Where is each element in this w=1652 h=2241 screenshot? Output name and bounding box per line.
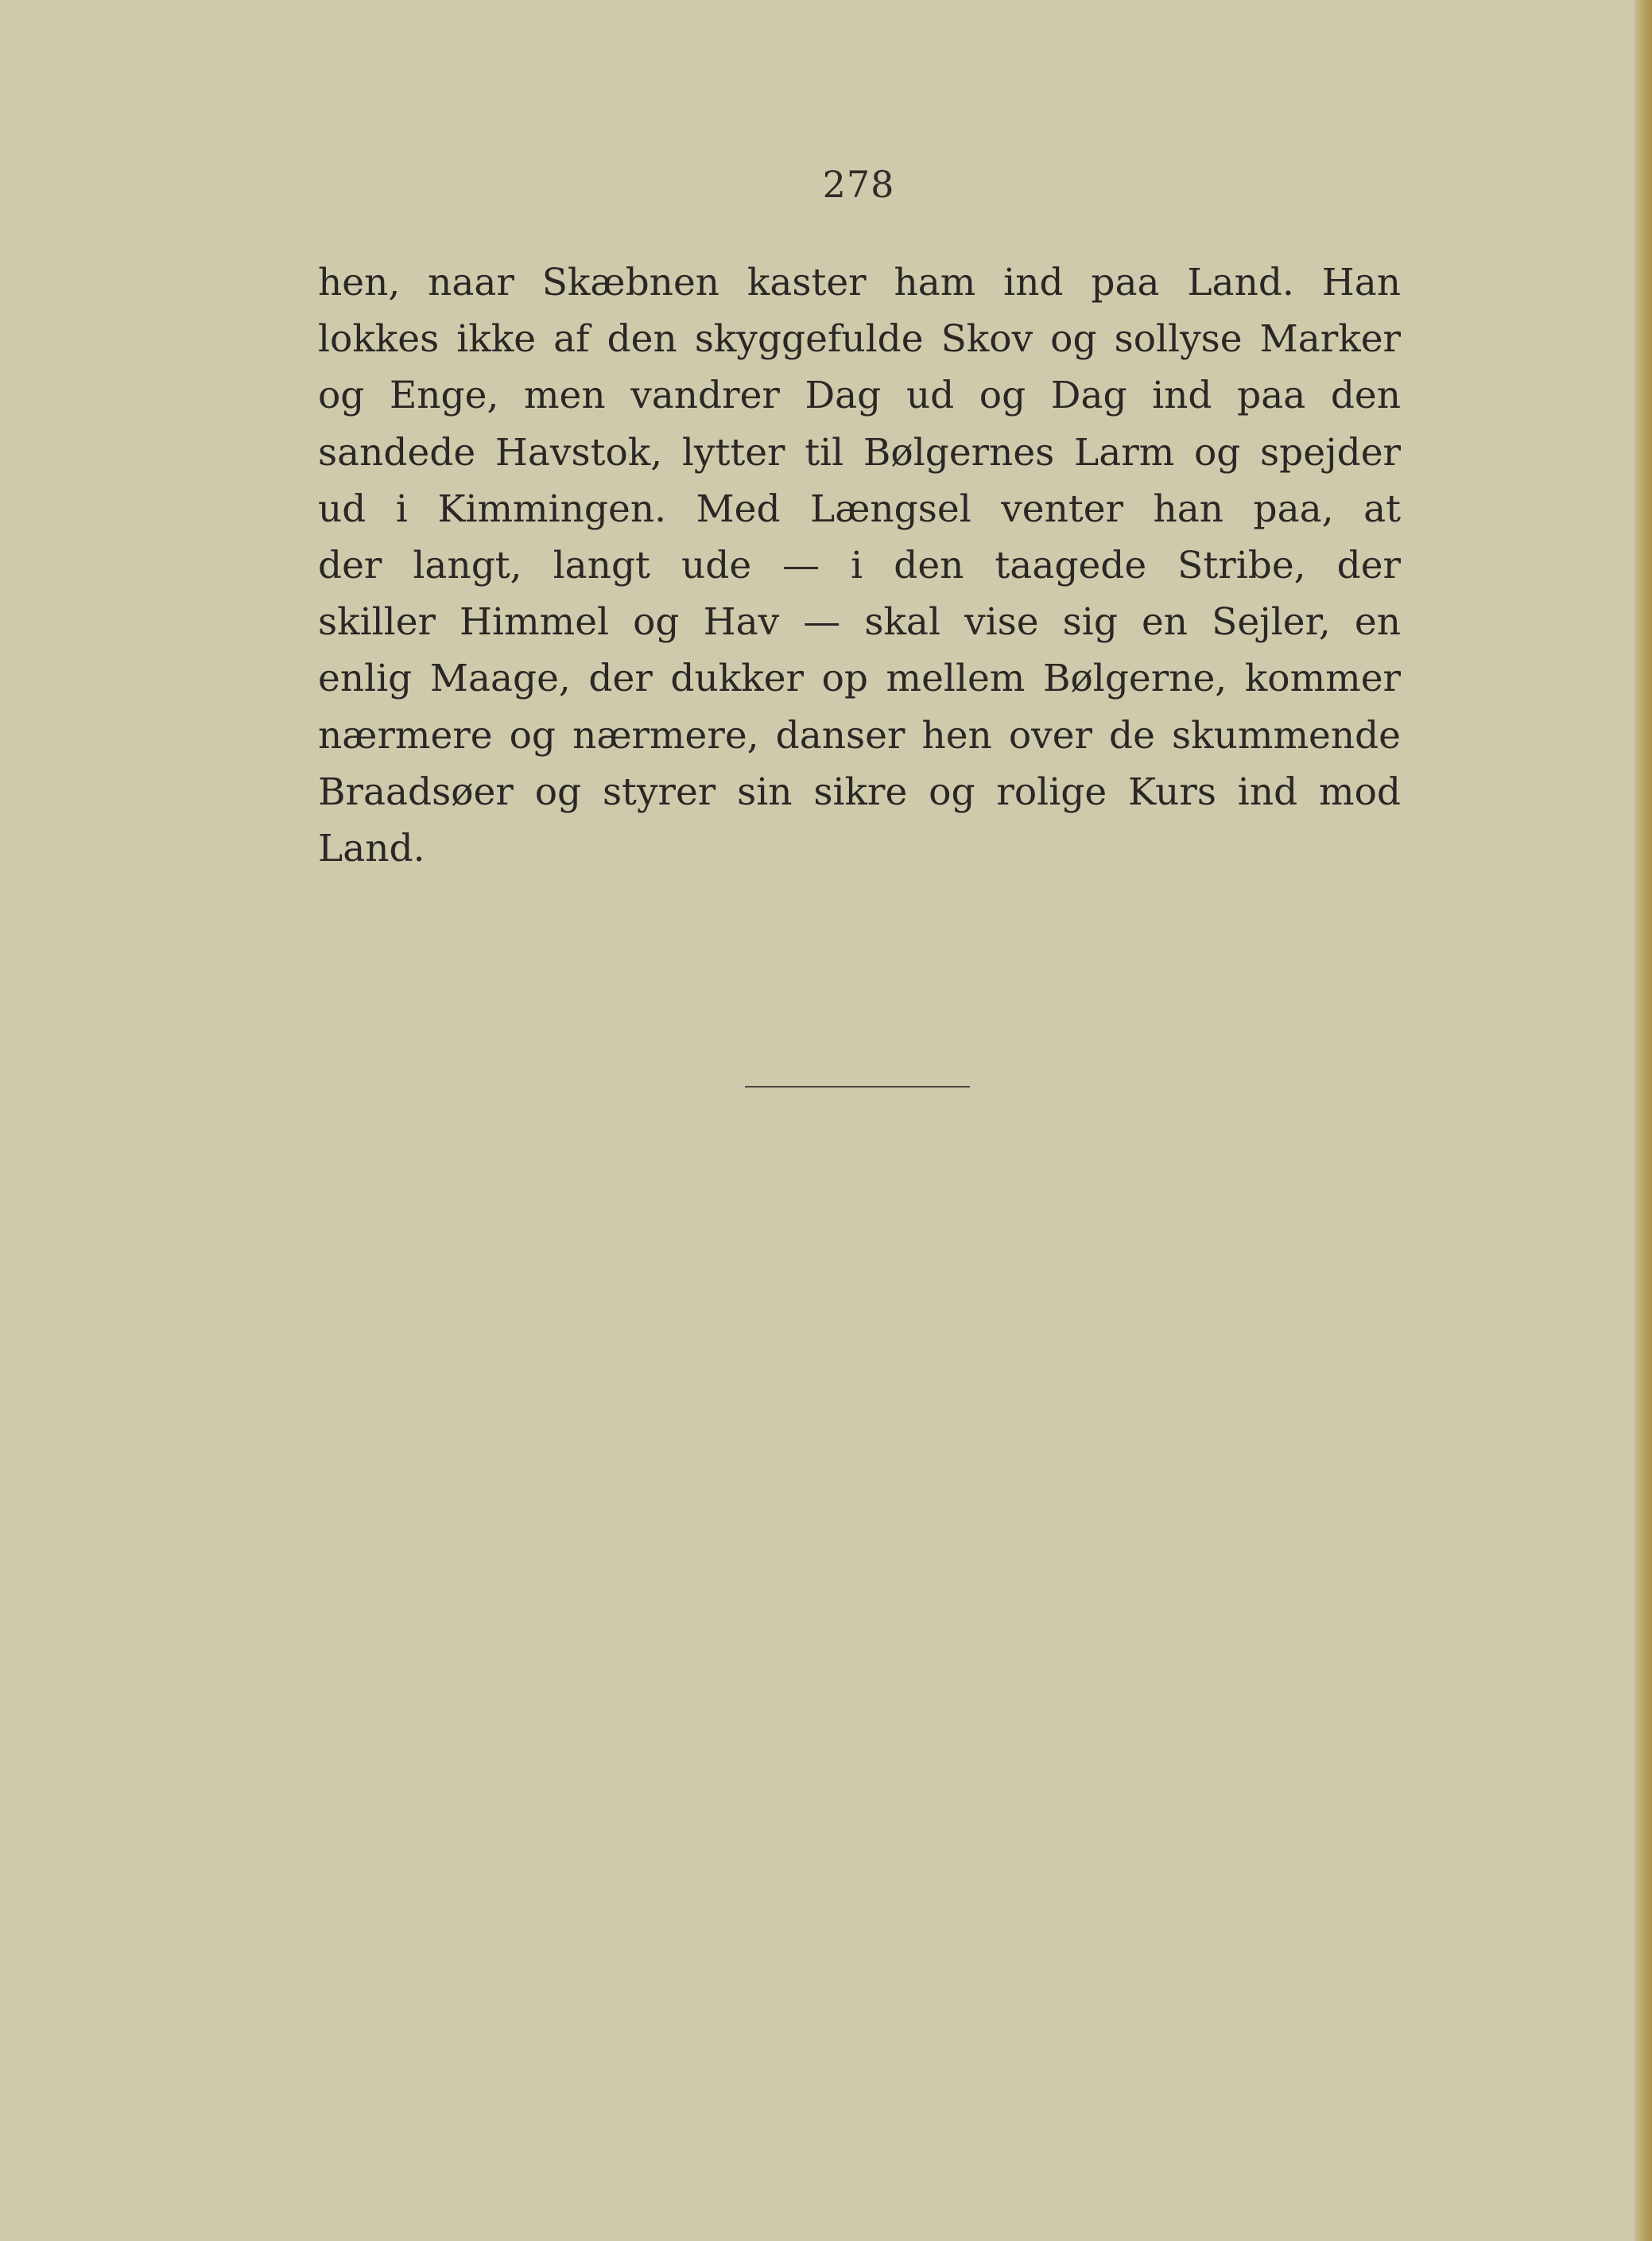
text-line: hen, naar Skæbnen kaster ham ind paa Land. Han xyxy=(318,261,1401,304)
text-line: ud i Kimmingen. Med Længsel venter han paa, at xyxy=(318,487,1401,531)
text-line: lokkes ikke af den skyggefulde Skov og sollyse Marker xyxy=(318,317,1401,362)
section-end-rule xyxy=(745,1086,970,1088)
text-line: skiller Himmel og Hav — skal vise sig en Sejler, en xyxy=(318,600,1401,645)
text-line: enlig Maage, der dukker op mellem Bølgerne, kommer xyxy=(318,657,1401,701)
text-line: Braadsøer og styrer sin sikre og rolige Kurs ind mod xyxy=(318,770,1401,814)
text-line: sandede Havstok, lytter til Bølgernes Larm og spejder xyxy=(318,430,1401,475)
page-number: 278 xyxy=(822,163,895,206)
text-line: nærmere og nærmere, danser hen over de skummende xyxy=(318,713,1401,758)
body-text xyxy=(318,254,1401,877)
text-line: der langt, langt ude — i den taagede Stribe, der xyxy=(318,543,1401,587)
page-edge-shadow xyxy=(1635,0,1652,2241)
text-line: og Enge, men vandrer Dag ud og Dag ind paa den xyxy=(318,374,1401,418)
text-line-last: Land. xyxy=(318,826,425,870)
